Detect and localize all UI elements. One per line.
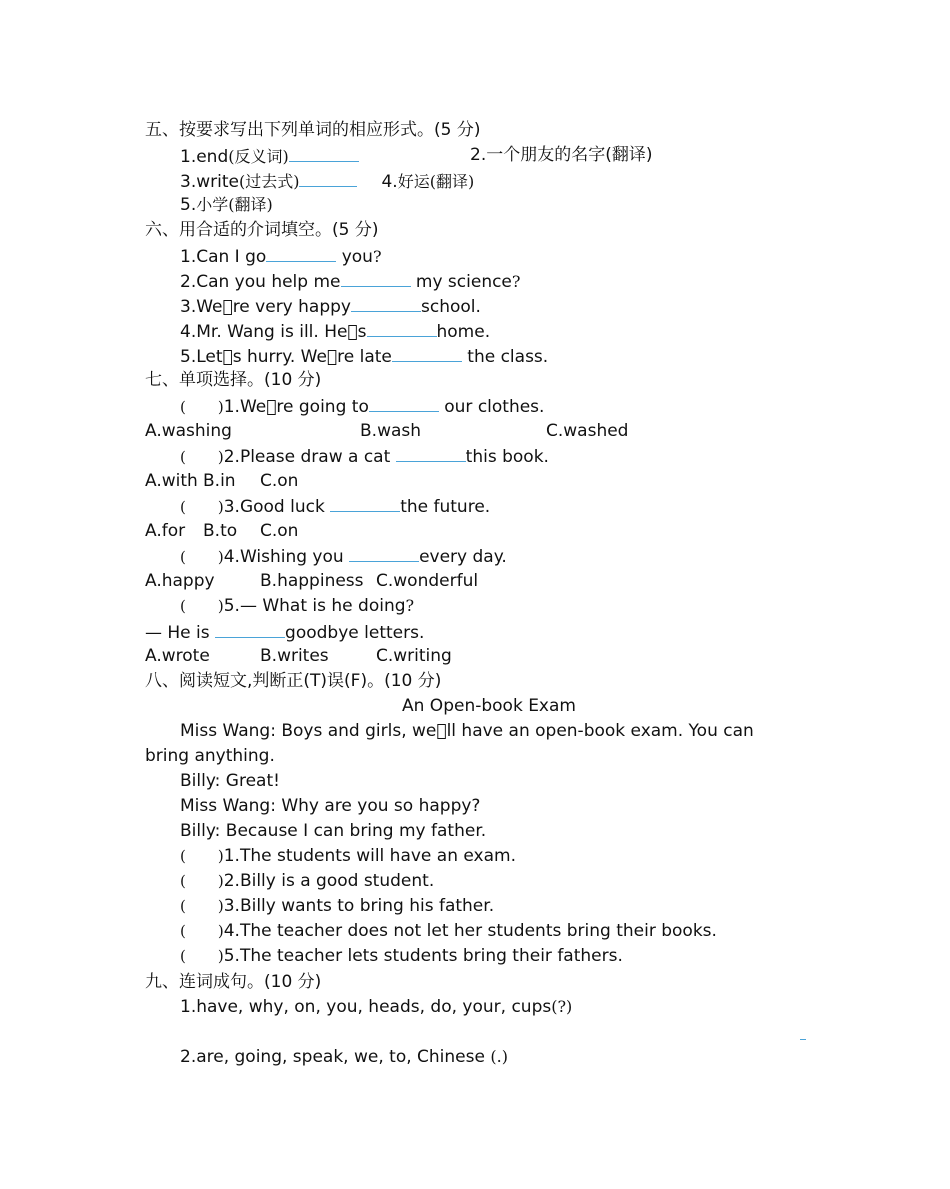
- s7-q1-b: our clothes.: [438, 397, 545, 417]
- s9-q2-end: (.): [490, 1047, 508, 1066]
- paren-close: ): [217, 448, 224, 466]
- s7-q3-a: 3.Good luck: [223, 497, 331, 517]
- s5-q5-note: 小学(翻译): [196, 195, 273, 214]
- s5-q4-note: 好运(翻译): [397, 172, 475, 191]
- s7-q4-opt-a: A.happy: [145, 571, 215, 591]
- paren-open: (: [180, 847, 186, 865]
- s5-q2: 2.一个朋友的名字(翻译): [470, 145, 653, 165]
- s5-q5: [180, 195, 273, 215]
- s7-q1-opt-c: C.washed: [546, 421, 629, 441]
- answer-blank[interactable]: [215, 621, 285, 638]
- answer-blank[interactable]: [341, 270, 411, 287]
- answer-blank[interactable]: [289, 145, 359, 162]
- passage-line-5: Billy: Because I can bring my father.: [180, 821, 487, 841]
- answer-blank[interactable]: [330, 495, 400, 512]
- s7-q2-opt-b: B.in: [203, 471, 236, 491]
- tf-item-1: [180, 846, 516, 866]
- s7-q1-opt-a: A.washing: [145, 421, 232, 441]
- paren-open: (: [180, 597, 186, 615]
- s6-q2-a: 2.Can you help me: [180, 272, 341, 292]
- paren-open: (: [180, 498, 186, 516]
- paren-open: (: [180, 548, 186, 566]
- s7-q3-opt-c: C.on: [260, 521, 299, 541]
- s6-q4-a: 4.Mr. Wang is ill. He s: [180, 322, 367, 342]
- paren-close: ): [217, 847, 224, 865]
- s9-q1-text: 1.have, why, on, you, heads, do, your, cups: [180, 997, 552, 1017]
- s6-q1: [180, 245, 382, 265]
- s6-q1-a: 1.Can I go: [180, 247, 267, 267]
- s9-q1-end: (?): [551, 997, 573, 1016]
- s6-q1-qmark: ?: [372, 247, 382, 266]
- s7-q2-opt-c: C.on: [260, 471, 299, 491]
- passage-line-2: bring anything.: [145, 746, 275, 766]
- paren-close: ): [217, 498, 224, 516]
- s6-q5-a: 5.Let s hurry. We re late: [180, 347, 392, 367]
- s7-q3-opt-a: A.for: [145, 521, 186, 541]
- s6-q4: [180, 320, 490, 340]
- s6-q2-qmark: ?: [511, 272, 521, 291]
- paren-close: ): [217, 548, 224, 566]
- answer-blank[interactable]: [367, 320, 437, 337]
- s7-q5-a: 5.— What is he doing: [223, 596, 406, 616]
- answer-blank[interactable]: [299, 170, 357, 187]
- s5-q1: [180, 145, 359, 165]
- paren-open: (: [180, 897, 186, 915]
- s7-q3-b: the future.: [400, 497, 491, 517]
- s7-q4: [180, 545, 507, 565]
- s6-q3-b: school.: [420, 297, 481, 317]
- s7-q2-b: this book.: [465, 447, 549, 467]
- paren-open: (: [180, 448, 186, 466]
- s7-q1-a: 1.We re going to: [223, 397, 369, 417]
- paren-close: ): [217, 597, 224, 615]
- passage-line-4: Miss Wang: Why are you so happy?: [180, 796, 481, 816]
- s7-q5-opt-a: A.wrote: [145, 646, 210, 666]
- tf-item-3: [180, 896, 494, 916]
- s6-q2: [180, 270, 520, 290]
- s7-q4-a: 4.Wishing you: [223, 547, 350, 567]
- section-7-heading: 七、单项选择。(10 分): [145, 370, 322, 390]
- tf-item-text: 4.The teacher does not let her students bring their books.: [223, 921, 717, 941]
- s5-q3: [180, 170, 474, 190]
- tf-item-5: [180, 946, 623, 966]
- s6-q5: [180, 345, 548, 365]
- section-6-heading: 六、用合适的介词填空。(5 分): [145, 220, 379, 240]
- paren-close: ): [217, 922, 224, 940]
- tf-item-text: 5.The teacher lets students bring their fathers.: [223, 946, 623, 966]
- s7-q4-opt-c: C.wonderful: [376, 571, 479, 591]
- s7-q2-a: 2.Please draw a cat: [223, 447, 396, 467]
- tf-item-text: 2.Billy is a good student.: [223, 871, 435, 891]
- s9-q1: [180, 997, 572, 1017]
- underline-mark: [800, 1039, 806, 1040]
- s7-q2-opt-a: A.with: [145, 471, 198, 491]
- paren-open: (: [180, 922, 186, 940]
- passage-line-3: Billy: Great!: [180, 771, 280, 791]
- s5-q5-num: 5.: [180, 195, 197, 215]
- s7-q5-line2: [145, 621, 424, 641]
- s7-q5-opt-c: C.writing: [376, 646, 452, 666]
- s5-q3-note: (过去式): [238, 172, 300, 191]
- section-5-heading: 五、按要求写出下列单词的相应形式。(5 分): [145, 120, 481, 140]
- tf-item-4: [180, 921, 717, 941]
- tf-item-text: 1.The students will have an exam.: [223, 846, 516, 866]
- answer-blank[interactable]: [351, 295, 421, 312]
- answer-blank[interactable]: [266, 245, 336, 262]
- s6-q4-b: home.: [436, 322, 491, 342]
- paren-close: ): [217, 947, 224, 965]
- s5-q1-text: 1.end: [180, 147, 229, 167]
- s7-q3: [180, 495, 490, 515]
- tf-item-text: 3.Billy wants to bring his father.: [223, 896, 495, 916]
- s7-q2: [180, 445, 549, 465]
- s6-q3-a: 3.We re very happy: [180, 297, 351, 317]
- s5-q1-note: (反义词): [228, 147, 289, 166]
- section-8-heading: 八、阅读短文,判断正(T)误(F)。(10 分): [145, 671, 442, 691]
- answer-blank[interactable]: [396, 445, 466, 462]
- s6-q5-b: the class.: [461, 347, 549, 367]
- answer-blank[interactable]: [369, 395, 439, 412]
- s7-q3-opt-b: B.to: [203, 521, 238, 541]
- s6-q1-b: you: [336, 247, 373, 267]
- paren-open: (: [180, 872, 186, 890]
- s6-q3: [180, 295, 481, 315]
- s7-q1-opt-b: B.wash: [360, 421, 422, 441]
- s9-q2: [180, 1047, 508, 1067]
- s5-q4-num: 4.: [381, 172, 398, 192]
- paren-open: (: [180, 398, 186, 416]
- s9-q2-text: 2.are, going, speak, we, to, Chinese: [180, 1047, 491, 1067]
- section-9-heading: 九、连词成句。(10 分): [145, 972, 322, 992]
- s7-q4-b: every day.: [419, 547, 507, 567]
- paren-close: ): [217, 872, 224, 890]
- s5-q3-text: 3.write: [180, 172, 239, 192]
- paren-close: ): [217, 897, 224, 915]
- s7-q5-line2-a: — He is: [145, 623, 216, 643]
- s6-q2-b: my science: [410, 272, 512, 292]
- paren-close: ): [217, 398, 224, 416]
- s7-q5-line2-b: goodbye letters.: [285, 623, 425, 643]
- tf-item-2: [180, 871, 434, 891]
- passage-line-1: Miss Wang: Boys and girls, we ll have an open-book exam. You can: [180, 721, 754, 741]
- s7-q5-opt-b: B.writes: [260, 646, 329, 666]
- s7-q4-opt-b: B.happiness: [260, 571, 364, 591]
- s7-q1: [180, 395, 544, 415]
- passage-title: An Open-book Exam: [402, 696, 576, 716]
- s7-q5-qmark: ?: [405, 596, 415, 615]
- paren-open: (: [180, 947, 186, 965]
- answer-blank[interactable]: [392, 345, 462, 362]
- answer-blank[interactable]: [349, 545, 419, 562]
- s7-q5: [180, 596, 414, 616]
